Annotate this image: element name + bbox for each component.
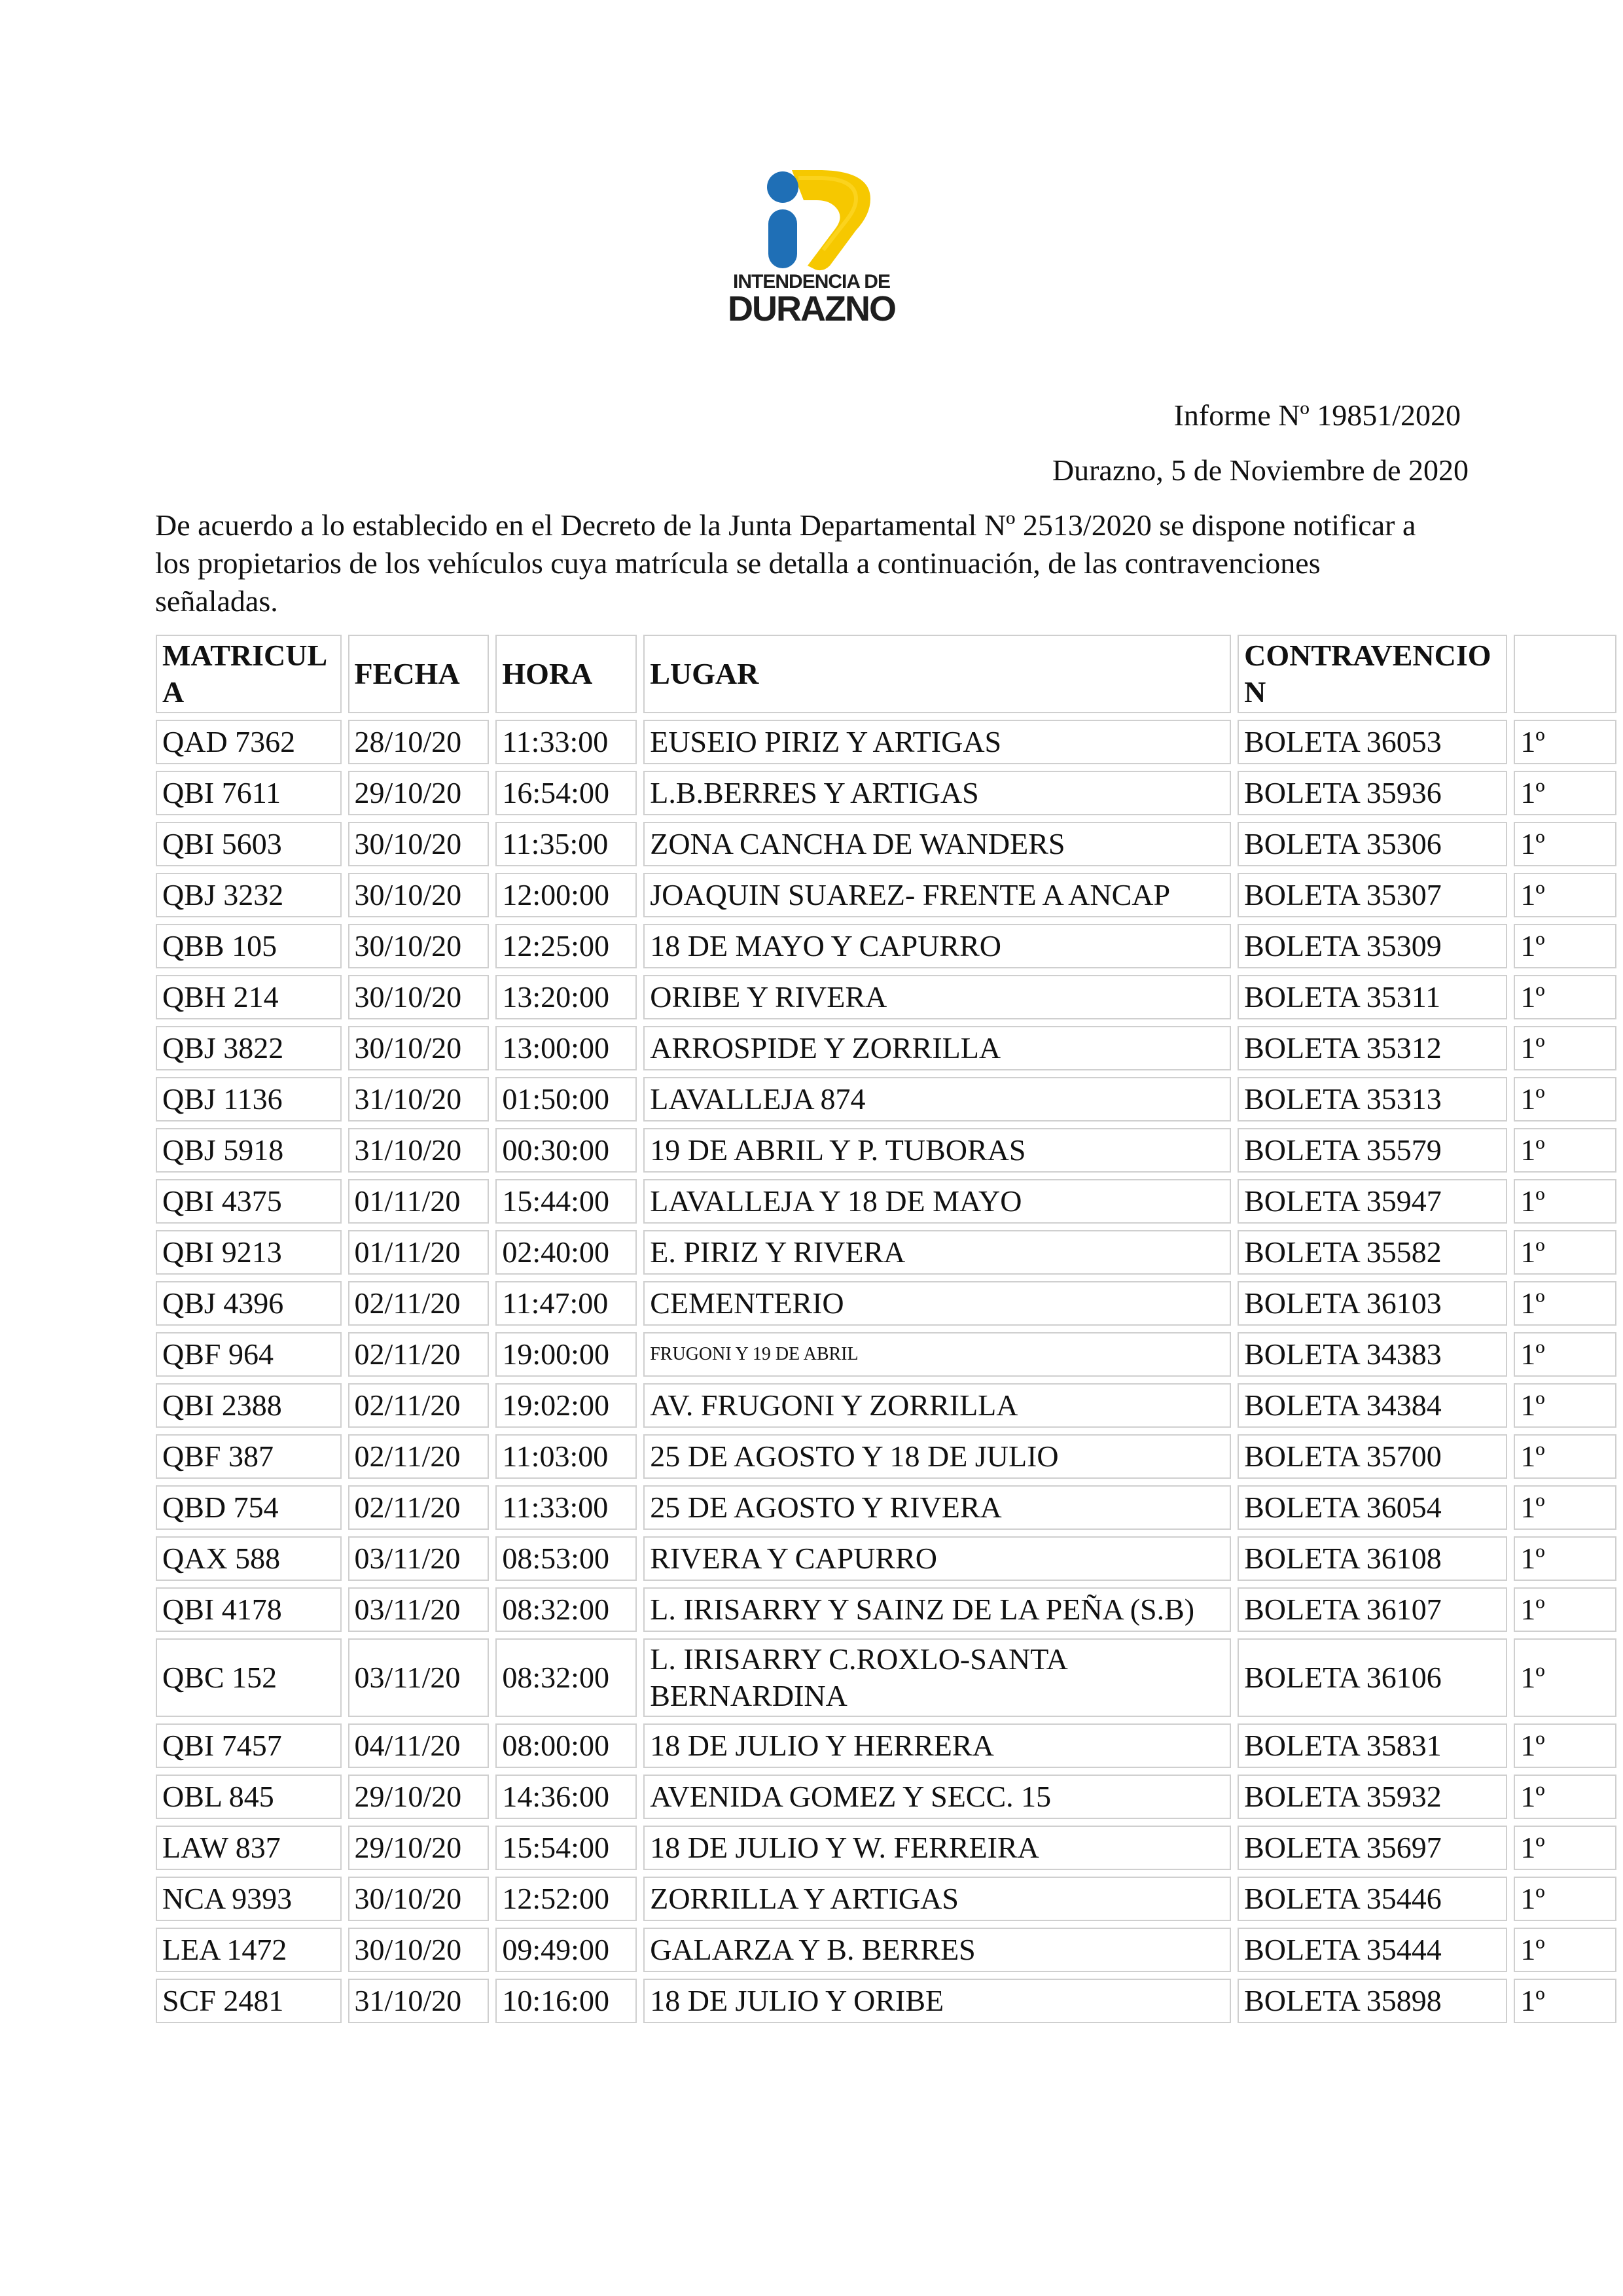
cell-lugar: 25 DE AGOSTO Y 18 DE JULIO bbox=[643, 1434, 1231, 1479]
cell-extra: 1º bbox=[1514, 975, 1616, 1019]
logo-mark-icon bbox=[719, 168, 904, 272]
cell-matricula: QAX 588 bbox=[156, 1536, 342, 1581]
cell-hora: 11:47:00 bbox=[495, 1281, 637, 1326]
cell-matricula: QBC 152 bbox=[156, 1638, 342, 1717]
cell-hora: 19:00:00 bbox=[495, 1332, 637, 1377]
cell-contravencion: BOLETA 35582 bbox=[1238, 1230, 1507, 1275]
cell-hora: 15:54:00 bbox=[495, 1826, 637, 1870]
contraventions-table-wrapper bbox=[156, 635, 1623, 2100]
cell-fecha: 31/10/20 bbox=[348, 1128, 490, 1173]
cell-fecha: 03/11/20 bbox=[348, 1536, 490, 1581]
intendencia-logo bbox=[719, 168, 904, 328]
cell-hora: 11:03:00 bbox=[495, 1434, 637, 1479]
cell-extra: 1º bbox=[1514, 1638, 1616, 1717]
cell-extra: 1º bbox=[1514, 822, 1616, 866]
cell-fecha: 30/10/20 bbox=[348, 873, 490, 917]
table-row bbox=[156, 720, 1616, 764]
cell-lugar: CEMENTERIO bbox=[643, 1281, 1231, 1326]
cell-extra: 1º bbox=[1514, 1281, 1616, 1326]
table-row bbox=[156, 1928, 1616, 1972]
cell-matricula: LAW 837 bbox=[156, 1826, 342, 1870]
cell-lugar: LAVALLEJA 874 bbox=[643, 1077, 1231, 1122]
cell-lugar: GALARZA Y B. BERRES bbox=[643, 1928, 1231, 1972]
cell-fecha: 29/10/20 bbox=[348, 1775, 490, 1819]
report-number: Informe Nº 19851/2020 bbox=[1173, 398, 1461, 432]
cell-contravencion: BOLETA 35312 bbox=[1238, 1026, 1507, 1070]
cell-extra: 1º bbox=[1514, 1230, 1616, 1275]
cell-extra: 1º bbox=[1514, 1434, 1616, 1479]
cell-extra: 1º bbox=[1514, 1877, 1616, 1921]
table-row bbox=[156, 1434, 1616, 1479]
cell-lugar: EUSEIO PIRIZ Y ARTIGAS bbox=[643, 720, 1231, 764]
cell-fecha: 02/11/20 bbox=[348, 1485, 490, 1530]
logo-line1: INTENDENCIA DE bbox=[733, 271, 890, 292]
cell-fecha: 29/10/20 bbox=[348, 771, 490, 815]
table-row bbox=[156, 1077, 1616, 1122]
cell-hora: 12:00:00 bbox=[495, 873, 637, 917]
cell-matricula: QBB 105 bbox=[156, 924, 342, 968]
cell-extra: 1º bbox=[1514, 1485, 1616, 1530]
cell-matricula: QBH 214 bbox=[156, 975, 342, 1019]
table-row bbox=[156, 1179, 1616, 1224]
cell-hora: 12:25:00 bbox=[495, 924, 637, 968]
cell-hora: 16:54:00 bbox=[495, 771, 637, 815]
cell-matricula: QBI 2388 bbox=[156, 1383, 342, 1428]
cell-fecha: 30/10/20 bbox=[348, 1026, 490, 1070]
cell-matricula: QBJ 1136 bbox=[156, 1077, 342, 1122]
table-header-row bbox=[156, 635, 1616, 713]
table-row bbox=[156, 1332, 1616, 1377]
table-row bbox=[156, 822, 1616, 866]
cell-contravencion: BOLETA 35898 bbox=[1238, 1979, 1507, 2023]
cell-hora: 08:00:00 bbox=[495, 1723, 637, 1768]
cell-contravencion: BOLETA 36107 bbox=[1238, 1587, 1507, 1632]
cell-fecha: 03/11/20 bbox=[348, 1587, 490, 1632]
cell-extra: 1º bbox=[1514, 1826, 1616, 1870]
cell-lugar: L. IRISARRY C.ROXLO-SANTA BERNARDINA bbox=[643, 1638, 1231, 1717]
cell-contravencion: BOLETA 36054 bbox=[1238, 1485, 1507, 1530]
cell-extra: 1º bbox=[1514, 1026, 1616, 1070]
cell-hora: 15:44:00 bbox=[495, 1179, 637, 1224]
cell-fecha: 02/11/20 bbox=[348, 1281, 490, 1326]
table-row bbox=[156, 1230, 1616, 1275]
cell-matricula: QBF 964 bbox=[156, 1332, 342, 1377]
cell-matricula: QAD 7362 bbox=[156, 720, 342, 764]
cell-contravencion: BOLETA 35311 bbox=[1238, 975, 1507, 1019]
cell-contravencion: BOLETA 36106 bbox=[1238, 1638, 1507, 1717]
cell-hora: 08:32:00 bbox=[495, 1587, 637, 1632]
cell-extra: 1º bbox=[1514, 720, 1616, 764]
header-extra bbox=[1514, 635, 1616, 713]
cell-lugar: ORIBE Y RIVERA bbox=[643, 975, 1231, 1019]
cell-hora: 14:36:00 bbox=[495, 1775, 637, 1819]
cell-fecha: 30/10/20 bbox=[348, 822, 490, 866]
cell-fecha: 31/10/20 bbox=[348, 1979, 490, 2023]
cell-contravencion: BOLETA 35947 bbox=[1238, 1179, 1507, 1224]
cell-fecha: 02/11/20 bbox=[348, 1383, 490, 1428]
cell-lugar: AV. FRUGONI Y ZORRILLA bbox=[643, 1383, 1231, 1428]
intro-paragraph: De acuerdo a lo establecido en el Decreto de la Junta Departamental Nº 2513/2020 se dispone notificar a los propietarios de los vehículos cuya matrícula se detalla a continuación, de las contravenciones señaladas. bbox=[155, 508, 1416, 618]
cell-fecha: 31/10/20 bbox=[348, 1077, 490, 1122]
table-row bbox=[156, 924, 1616, 968]
cell-lugar: ARROSPIDE Y ZORRILLA bbox=[643, 1026, 1231, 1070]
cell-extra: 1º bbox=[1514, 1928, 1616, 1972]
header-lugar: LUGAR bbox=[643, 635, 1231, 713]
cell-fecha: 02/11/20 bbox=[348, 1434, 490, 1479]
cell-lugar: 18 DE JULIO Y HERRERA bbox=[643, 1723, 1231, 1768]
cell-matricula: QBI 7457 bbox=[156, 1723, 342, 1768]
cell-contravencion: BOLETA 35932 bbox=[1238, 1775, 1507, 1819]
cell-hora: 10:16:00 bbox=[495, 1979, 637, 2023]
table-row bbox=[156, 1979, 1616, 2023]
cell-fecha: 30/10/20 bbox=[348, 975, 490, 1019]
cell-matricula: OBL 845 bbox=[156, 1775, 342, 1819]
cell-extra: 1º bbox=[1514, 1536, 1616, 1581]
cell-hora: 11:33:00 bbox=[495, 720, 637, 764]
header-fecha: FECHA bbox=[348, 635, 490, 713]
cell-matricula: QBI 7611 bbox=[156, 771, 342, 815]
contraventions-table bbox=[156, 635, 1623, 2030]
cell-fecha: 02/11/20 bbox=[348, 1332, 490, 1377]
cell-fecha: 30/10/20 bbox=[348, 924, 490, 968]
cell-lugar: 25 DE AGOSTO Y RIVERA bbox=[643, 1485, 1231, 1530]
table-row bbox=[156, 873, 1616, 917]
table-row bbox=[156, 771, 1616, 815]
cell-contravencion: BOLETA 36053 bbox=[1238, 720, 1507, 764]
table-row bbox=[156, 1723, 1616, 1768]
cell-lugar: L.B.BERRES Y ARTIGAS bbox=[643, 771, 1231, 815]
cell-hora: 12:52:00 bbox=[495, 1877, 637, 1921]
table-row bbox=[156, 1383, 1616, 1428]
cell-lugar: ZONA CANCHA DE WANDERS bbox=[643, 822, 1231, 866]
cell-matricula: NCA 9393 bbox=[156, 1877, 342, 1921]
cell-lugar: JOAQUIN SUAREZ- FRENTE A ANCAP bbox=[643, 873, 1231, 917]
header-hora: HORA bbox=[495, 635, 637, 713]
table-row bbox=[156, 1128, 1616, 1173]
cell-fecha: 28/10/20 bbox=[348, 720, 490, 764]
cell-hora: 02:40:00 bbox=[495, 1230, 637, 1275]
cell-extra: 1º bbox=[1514, 1383, 1616, 1428]
report-date: Durazno, 5 de Noviembre de 2020 bbox=[1052, 453, 1469, 487]
cell-fecha: 01/11/20 bbox=[348, 1230, 490, 1275]
cell-hora: 11:35:00 bbox=[495, 822, 637, 866]
header-contravencion: CONTRAVENCION bbox=[1238, 635, 1507, 713]
cell-contravencion: BOLETA 35444 bbox=[1238, 1928, 1507, 1972]
cell-matricula: QBI 9213 bbox=[156, 1230, 342, 1275]
cell-contravencion: BOLETA 35579 bbox=[1238, 1128, 1507, 1173]
table-row bbox=[156, 1775, 1616, 1819]
table-row bbox=[156, 1587, 1616, 1632]
cell-matricula: QBJ 3822 bbox=[156, 1026, 342, 1070]
cell-contravencion: BOLETA 34384 bbox=[1238, 1383, 1507, 1428]
cell-contravencion: BOLETA 35446 bbox=[1238, 1877, 1507, 1921]
cell-lugar: 18 DE JULIO Y W. FERREIRA bbox=[643, 1826, 1231, 1870]
cell-extra: 1º bbox=[1514, 1077, 1616, 1122]
table-row bbox=[156, 1281, 1616, 1326]
cell-hora: 13:20:00 bbox=[495, 975, 637, 1019]
cell-lugar: FRUGONI Y 19 DE ABRIL bbox=[643, 1332, 1231, 1377]
cell-contravencion: BOLETA 35936 bbox=[1238, 771, 1507, 815]
cell-contravencion: BOLETA 35306 bbox=[1238, 822, 1507, 866]
cell-fecha: 01/11/20 bbox=[348, 1179, 490, 1224]
cell-hora: 01:50:00 bbox=[495, 1077, 637, 1122]
cell-extra: 1º bbox=[1514, 1179, 1616, 1224]
table-row bbox=[156, 1485, 1616, 1530]
cell-hora: 11:33:00 bbox=[495, 1485, 637, 1530]
table-body bbox=[156, 720, 1616, 2023]
header-matricula: MATRICULA bbox=[156, 635, 342, 713]
cell-contravencion: BOLETA 34383 bbox=[1238, 1332, 1507, 1377]
cell-matricula: QBJ 3232 bbox=[156, 873, 342, 917]
cell-extra: 1º bbox=[1514, 924, 1616, 968]
table-row bbox=[156, 1638, 1616, 1717]
cell-contravencion: BOLETA 35309 bbox=[1238, 924, 1507, 968]
cell-contravencion: BOLETA 36103 bbox=[1238, 1281, 1507, 1326]
cell-contravencion: BOLETA 35313 bbox=[1238, 1077, 1507, 1122]
cell-extra: 1º bbox=[1514, 1587, 1616, 1632]
cell-matricula: QBI 5603 bbox=[156, 822, 342, 866]
table-row bbox=[156, 1536, 1616, 1581]
cell-fecha: 30/10/20 bbox=[348, 1877, 490, 1921]
cell-fecha: 03/11/20 bbox=[348, 1638, 490, 1717]
cell-lugar: L. IRISARRY Y SAINZ DE LA PEÑA (S.B) bbox=[643, 1587, 1231, 1632]
cell-matricula: QBJ 5918 bbox=[156, 1128, 342, 1173]
cell-lugar: ZORRILLA Y ARTIGAS bbox=[643, 1877, 1231, 1921]
cell-lugar: LAVALLEJA Y 18 DE MAYO bbox=[643, 1179, 1231, 1224]
cell-extra: 1º bbox=[1514, 771, 1616, 815]
cell-extra: 1º bbox=[1514, 1723, 1616, 1768]
cell-lugar: 19 DE ABRIL Y P. TUBORAS bbox=[643, 1128, 1231, 1173]
cell-extra: 1º bbox=[1514, 1979, 1616, 2023]
cell-matricula: QBI 4178 bbox=[156, 1587, 342, 1632]
cell-hora: 00:30:00 bbox=[495, 1128, 637, 1173]
cell-lugar: 18 DE MAYO Y CAPURRO bbox=[643, 924, 1231, 968]
table-row bbox=[156, 1026, 1616, 1070]
cell-lugar: E. PIRIZ Y RIVERA bbox=[643, 1230, 1231, 1275]
table-row bbox=[156, 1826, 1616, 1870]
cell-lugar: AVENIDA GOMEZ Y SECC. 15 bbox=[643, 1775, 1231, 1819]
cell-extra: 1º bbox=[1514, 873, 1616, 917]
cell-extra: 1º bbox=[1514, 1775, 1616, 1819]
table-row bbox=[156, 1877, 1616, 1921]
cell-fecha: 04/11/20 bbox=[348, 1723, 490, 1768]
cell-contravencion: BOLETA 36108 bbox=[1238, 1536, 1507, 1581]
cell-hora: 19:02:00 bbox=[495, 1383, 637, 1428]
cell-hora: 08:32:00 bbox=[495, 1638, 637, 1717]
cell-hora: 13:00:00 bbox=[495, 1026, 637, 1070]
cell-extra: 1º bbox=[1514, 1128, 1616, 1173]
cell-lugar: 18 DE JULIO Y ORIBE bbox=[643, 1979, 1231, 2023]
cell-contravencion: BOLETA 35307 bbox=[1238, 873, 1507, 917]
cell-matricula: SCF 2481 bbox=[156, 1979, 342, 2023]
logo-line2: DURAZNO bbox=[728, 289, 895, 328]
cell-matricula: QBD 754 bbox=[156, 1485, 342, 1530]
cell-hora: 08:53:00 bbox=[495, 1536, 637, 1581]
cell-matricula: QBI 4375 bbox=[156, 1179, 342, 1224]
table-row bbox=[156, 975, 1616, 1019]
cell-matricula: LEA 1472 bbox=[156, 1928, 342, 1972]
cell-fecha: 29/10/20 bbox=[348, 1826, 490, 1870]
cell-contravencion: BOLETA 35697 bbox=[1238, 1826, 1507, 1870]
cell-extra: 1º bbox=[1514, 1332, 1616, 1377]
cell-hora: 09:49:00 bbox=[495, 1928, 637, 1972]
cell-fecha: 30/10/20 bbox=[348, 1928, 490, 1972]
cell-lugar: RIVERA Y CAPURRO bbox=[643, 1536, 1231, 1581]
cell-matricula: QBJ 4396 bbox=[156, 1281, 342, 1326]
cell-contravencion: BOLETA 35831 bbox=[1238, 1723, 1507, 1768]
cell-matricula: QBF 387 bbox=[156, 1434, 342, 1479]
cell-contravencion: BOLETA 35700 bbox=[1238, 1434, 1507, 1479]
